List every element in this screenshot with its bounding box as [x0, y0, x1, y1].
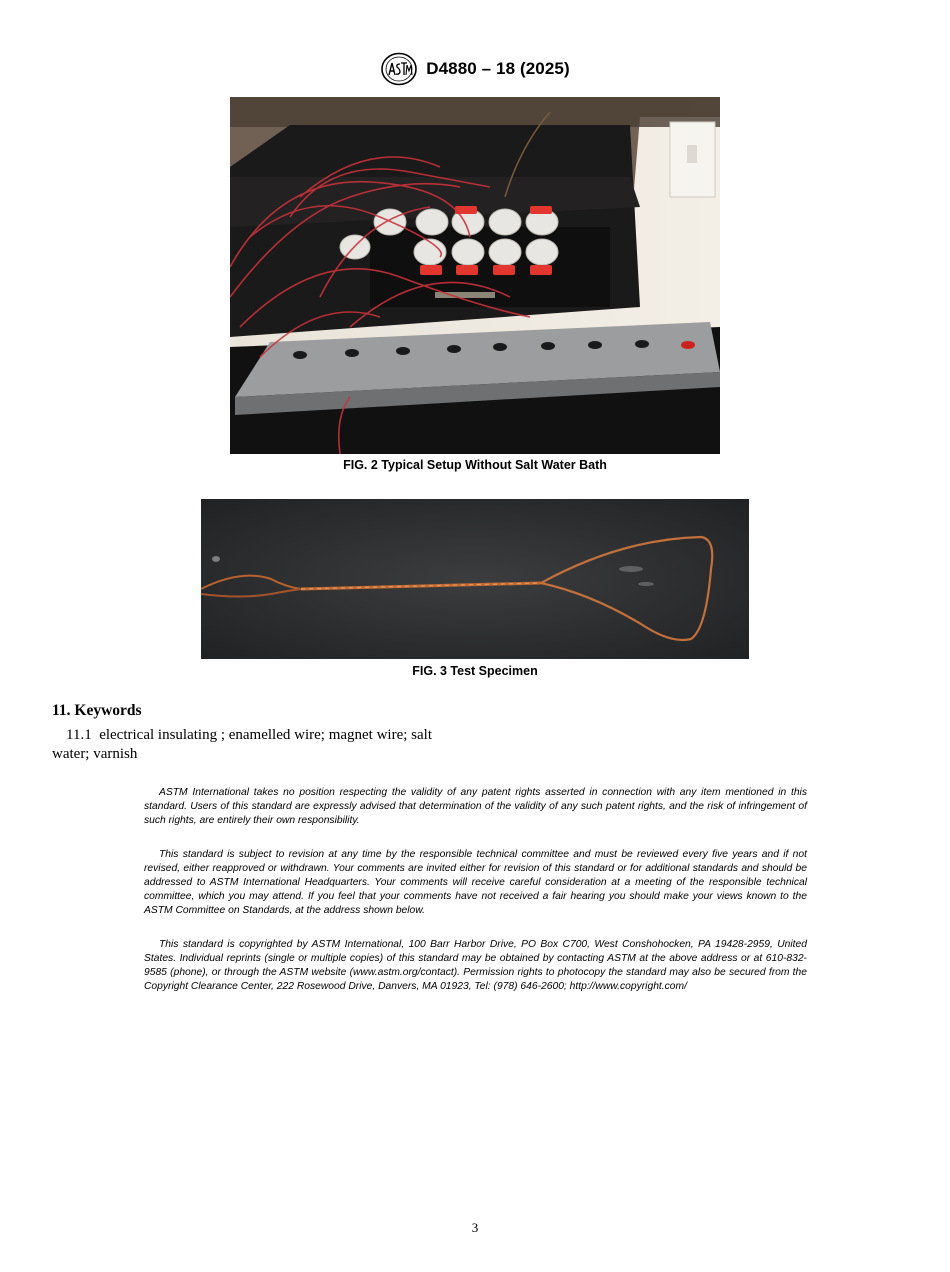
figure-2-photo: [230, 97, 720, 454]
astm-logo-icon: [380, 52, 418, 86]
figure-3-caption: FIG. 3 Test Specimen: [412, 664, 538, 678]
section-heading: 11. Keywords: [52, 702, 142, 719]
figure-2-caption: FIG. 2 Typical Setup Without Salt Water Bath: [343, 458, 607, 472]
page-header: [0, 52, 950, 91]
copyright-notice: This standard is copyrighted by ASTM International, 100 Barr Harbor Drive, PO Box C700, West Conshohocken, PA 19428-2959, United States. Individual reprints (single or multiple copies) of this standard may be obtained by contacting ASTM at the above address or at 610-832-9585 (phone), or through the ASTM website (www.astm.org/contact). Permission rights to photocopy the standard may also be secured from the Copyright Clearance Center, 222 Rosewood Drive, Danvers, MA 01923, Tel: (978) 646-2600; http://www.copyright.com/: [144, 939, 807, 992]
astm-notices: [144, 786, 807, 1014]
standard-designation: D4880 – 18 (2025): [426, 59, 570, 78]
revision-notice: This standard is subject to revision at any time by the responsible technical committee and must be reviewed every five years and if not revised, either reapproved or withdrawn. Your comments are invited either for revision of this standard or for additional standards and should be addressed to ASTM International Headquarters. Your comments will receive careful consideration at a meeting of the responsible technical committee, which you may attend. If you feel that your comments have not received a fair hearing you should make your views known to the ASTM Committee on Standards, at the address shown below.: [144, 849, 807, 916]
paragraph-number: 11.1: [66, 727, 92, 743]
figure-3-photo: [201, 499, 749, 659]
patent-notice: ASTM International takes no position respecting the validity of any patent rights asserted in connection with any item mentioned in this standard. Users of this standard are expressly advised that determination of the validity of any such patent rights, and the risk of infringement of such rights, are entirely their own responsibility.: [144, 787, 807, 826]
page-number: 3: [471, 1220, 479, 1235]
paragraph-text: electrical insulating ; enamelled wire; magnet wire; salt water; varnish: [52, 727, 432, 762]
keywords-paragraph: [52, 726, 472, 764]
